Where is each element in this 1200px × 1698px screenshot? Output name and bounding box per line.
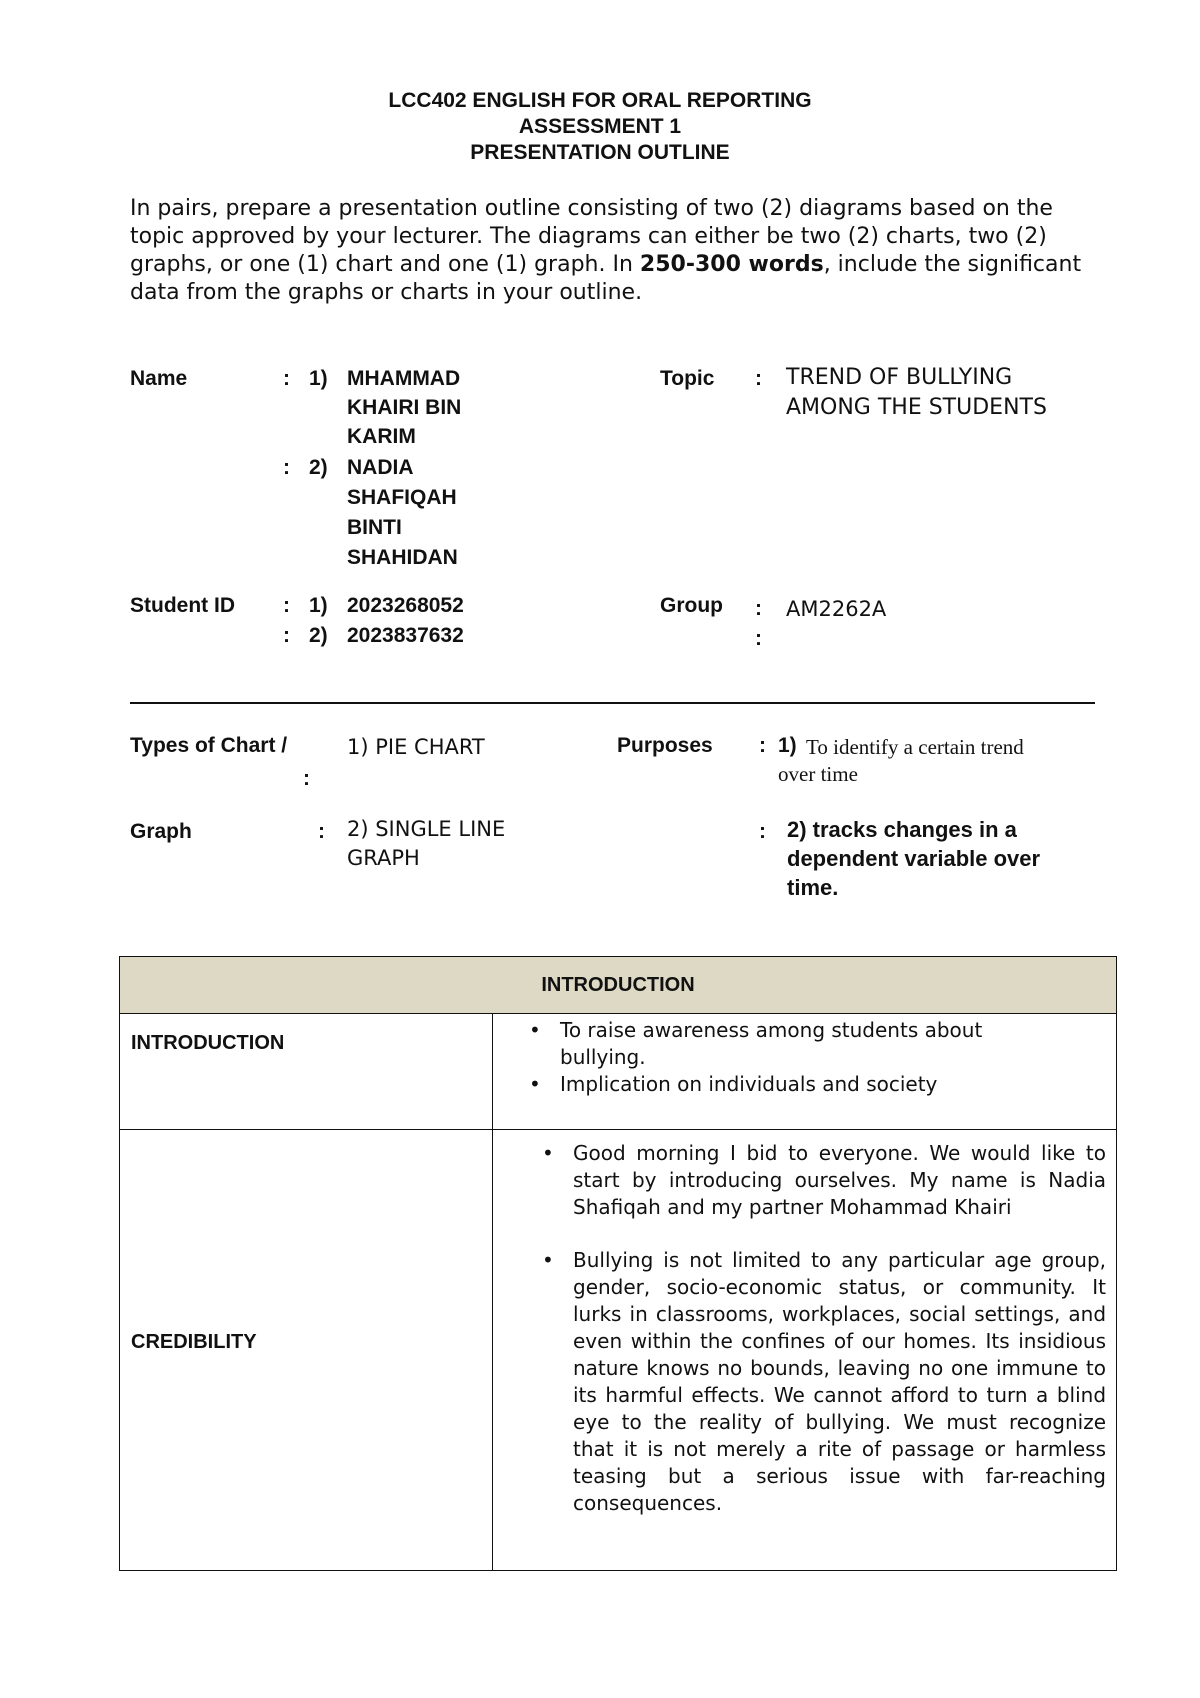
bullet-icon: •: [529, 1018, 541, 1042]
student-id-colon-1: :: [283, 594, 290, 617]
student-id-label: Student ID: [130, 594, 235, 617]
bullet-text: Good morning I bid to everyone. We would like to start by introducing ourselves. My name is Nadia Shafiqah and my partner Mohammad Khairi: [573, 1141, 1107, 1219]
name-number-1: 1): [309, 367, 328, 390]
purpose-2-line: 2) tracks changes in a: [787, 817, 1017, 842]
topic-line: TREND OF BULLYING: [786, 365, 1013, 390]
word-count-emphasis: 250-300 words: [639, 252, 824, 277]
purpose-colon-2: :: [759, 820, 766, 843]
table-row: [120, 1130, 1117, 1571]
list-item: [542, 1140, 1107, 1221]
name-colon-2: :: [283, 456, 290, 479]
outline-table: [119, 956, 1117, 1571]
student-name-2: [347, 453, 458, 573]
list-item: [529, 1017, 1066, 1071]
student-id-2: 2023837632: [347, 624, 464, 647]
credibility-bullet-list: [542, 1140, 1107, 1517]
group-value: AM2262A: [786, 597, 887, 621]
student-name-1: [347, 364, 461, 451]
student-id-number-2: 2): [309, 624, 328, 647]
student-name-2-line: BINTI: [347, 516, 402, 539]
table-header: INTRODUCTION: [120, 957, 1117, 1014]
student-name-1-line: MHAMMAD: [347, 367, 461, 390]
name-number-2: 2): [309, 456, 328, 479]
list-item: [542, 1247, 1107, 1517]
bullet-text: Implication on individuals and society: [560, 1072, 938, 1096]
instructions-text-start: In pairs, prepare a presentation outline consisting of two (2) diagrams based on the topic approved by your lecturer. The diagrams can either be two (2) charts, two (2) graphs, or one (1) chart and one (1) graph. In: [130, 196, 1053, 277]
chart-type-1: 1) PIE CHART: [347, 735, 485, 759]
topic-value: [786, 363, 1047, 423]
bullet-icon: •: [542, 1141, 554, 1165]
purpose-2-line: time.: [787, 875, 839, 900]
student-name-2-line: SHAFIQAH: [347, 486, 457, 509]
topic-line: AMONG THE STUDENTS: [786, 395, 1047, 420]
group-colon-1: :: [755, 597, 762, 620]
table-row: [120, 1014, 1117, 1130]
assessment-title: ASSESSMENT 1: [518, 115, 682, 138]
row-label-introduction: INTRODUCTION: [120, 1014, 493, 1130]
introduction-content: [493, 1014, 1117, 1130]
bullet-text: Bullying is not limited to any particular age group, gender, socio-economic status, or community. It lurks in classrooms, workplaces, social settings, and even within the confines of our homes. Its insidious nature knows no bounds, leaving no one immune to its harmful effects. We cannot afford to turn a blind eye to the reality of bullying. We must recognize that it is not merely a rite of passage or harmless teasing but a serious issue with far-reaching consequences.: [573, 1248, 1107, 1515]
chart-type-2-line: 2) SINGLE LINE: [347, 817, 506, 841]
group-colon-2: :: [755, 627, 762, 650]
instructions-text-end: , include the significant data from the graphs or charts in your outline.: [130, 252, 1082, 305]
topic-colon: :: [755, 367, 762, 390]
name-label: Name: [130, 367, 188, 390]
purpose-1-continuation: over time: [778, 762, 858, 786]
outline-title: PRESENTATION OUTLINE: [470, 141, 730, 164]
instructions-paragraph: [130, 195, 1110, 307]
chart-type-label: Types of Chart /: [130, 734, 288, 757]
purpose-1-text: [806, 734, 1024, 761]
chart-type-2-line: GRAPH: [347, 846, 420, 870]
name-colon-1: :: [283, 367, 290, 390]
credibility-content: [493, 1130, 1117, 1571]
table-header-row: [120, 957, 1117, 1014]
purpose-2-text: [787, 815, 1040, 902]
student-name-2-line: SHAHIDAN: [347, 546, 458, 569]
student-name-1-line: KHAIRI BIN: [347, 396, 462, 419]
chart-type-2: [347, 815, 505, 873]
purposes-label: Purposes: [617, 734, 713, 757]
purpose-colon-1: :: [759, 734, 766, 757]
student-id-1: 2023268052: [347, 594, 464, 617]
row-label-credibility: CREDIBILITY: [120, 1130, 493, 1571]
purpose-number-1: 1): [778, 734, 797, 757]
student-name-1-line: KARIM: [347, 425, 416, 448]
bullet-text: To raise awareness among students about bullying.: [560, 1018, 983, 1069]
topic-label: Topic: [660, 367, 715, 390]
graph-label: Graph: [130, 820, 192, 843]
group-label: Group: [660, 594, 723, 617]
introduction-bullet-list: [529, 1017, 1066, 1098]
chart-type-colon-1: :: [303, 767, 310, 790]
document-heading: [0, 88, 1200, 166]
list-item: [529, 1071, 1066, 1098]
purpose-1-line: To identify a certain trend: [806, 735, 1024, 759]
section-divider: [130, 702, 1095, 704]
purpose-2-line: dependent variable over: [787, 846, 1041, 871]
bullet-icon: •: [529, 1072, 541, 1096]
student-name-2-line: NADIA: [347, 456, 414, 479]
student-id-number-1: 1): [309, 594, 328, 617]
course-title: LCC402 ENGLISH FOR ORAL REPORTING: [388, 89, 812, 112]
student-id-colon-2: :: [283, 624, 290, 647]
chart-type-colon-2: :: [318, 820, 325, 843]
bullet-icon: •: [542, 1248, 554, 1272]
